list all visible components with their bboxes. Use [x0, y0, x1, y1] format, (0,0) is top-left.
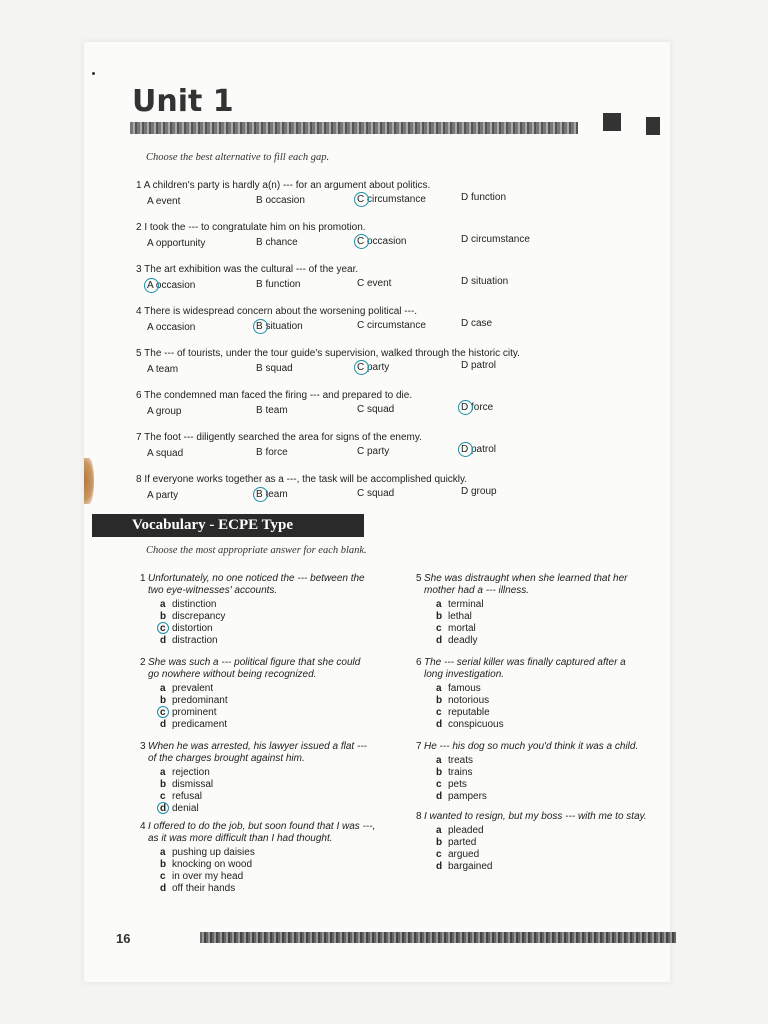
question-stem: 2 I took the --- to congratulate him on his promotion. [136, 222, 366, 233]
option-c[interactable]: C party [357, 361, 390, 373]
question-number: 7 [416, 741, 422, 752]
answer-circle [157, 706, 169, 718]
option-text: dismissal [172, 779, 214, 790]
question-stem-line2: as it was more difficult than I had thought. [148, 833, 333, 844]
option-c[interactable] [436, 707, 490, 718]
option-d[interactable] [436, 791, 487, 802]
option-b[interactable]: B situation [256, 320, 303, 332]
option-d[interactable]: D force [461, 402, 494, 414]
option-text: prominent [172, 707, 217, 718]
option-d[interactable]: D function [461, 192, 507, 204]
option-letter: b [436, 837, 443, 848]
option-letter: b [436, 767, 443, 778]
option-text: prevalent [172, 683, 214, 694]
question-stem: 8 If everyone works together as a ---, the task will be accomplished quickly. [136, 474, 468, 485]
option-text: in over my head [172, 871, 244, 882]
question-number: 6 [416, 657, 422, 668]
answer-circle [144, 278, 159, 293]
option-text: off their hands [172, 883, 236, 894]
option-letter: b [160, 695, 167, 706]
option-b[interactable] [160, 611, 225, 622]
option-text: treats [448, 755, 474, 766]
option-c[interactable]: C party [357, 445, 390, 457]
option-letter: d [436, 861, 443, 872]
option-text: predicament [172, 719, 228, 730]
question-stem: He --- his dog so much you'd think it was a child. [424, 741, 639, 752]
option-d[interactable] [160, 883, 235, 894]
question-stem: She was such a --- political figure that she could [148, 657, 361, 668]
option-letter: d [160, 719, 167, 730]
answer-circle [253, 487, 268, 502]
question-stem: The --- serial killer was finally captured after a [424, 657, 626, 668]
unit-title: Unit 1 [132, 84, 234, 119]
option-text: pets [448, 779, 467, 790]
question-number: 2 [140, 657, 146, 668]
option-c[interactable]: C event [357, 277, 392, 289]
option-text: notorious [448, 695, 490, 706]
option-letter: a [436, 599, 442, 610]
option-text: bargained [448, 861, 493, 872]
option-text: famous [448, 683, 481, 694]
option-letter: b [160, 859, 167, 870]
question-stem-line2: of the charges brought against him. [148, 753, 305, 764]
option-text: deadly [448, 635, 478, 646]
option-text: mortal [448, 623, 476, 634]
option-b[interactable]: B chance [256, 236, 298, 248]
question-stem: 7 The foot --- diligently searched the area for signs of the enemy. [136, 432, 422, 443]
option-a[interactable]: A squad [147, 448, 184, 459]
option-text: conspicuous [448, 719, 504, 730]
question-number: 3 [140, 741, 146, 752]
option-b[interactable]: B team [256, 404, 288, 416]
option-b[interactable] [436, 767, 472, 778]
option-letter: a [436, 755, 442, 766]
question-stem: 1 A children's party is hardly a(n) --- for an argument about politics. [136, 180, 431, 191]
option-b[interactable] [436, 695, 489, 706]
option-letter: a [160, 683, 166, 694]
option-a[interactable] [436, 755, 473, 766]
option-letter: c [160, 871, 166, 882]
option-b[interactable]: B force [256, 446, 288, 458]
question-number: 5 [416, 573, 422, 584]
option-b[interactable] [160, 695, 228, 706]
option-text: distortion [172, 623, 213, 634]
title-rule [130, 122, 578, 134]
option-text: reputable [448, 707, 490, 718]
option-d[interactable]: D patrol [461, 444, 497, 456]
option-c[interactable] [436, 849, 479, 860]
option-text: distinction [172, 599, 217, 610]
option-text: denial [172, 803, 199, 814]
option-c[interactable] [160, 871, 243, 882]
question-stem-line2: two eye-witnesses' accounts. [148, 585, 278, 596]
option-b[interactable]: B squad [256, 362, 293, 374]
option-letter: c [160, 791, 166, 802]
option-letter: b [436, 611, 443, 622]
page-number: 16 [116, 931, 131, 946]
option-letter: b [160, 611, 167, 622]
question-stem: 5 The --- of tourists, under the tour guide's supervision, walked through the historic city. [136, 348, 520, 359]
option-letter: d [436, 791, 443, 802]
option-a[interactable] [436, 825, 484, 836]
question-stem: Unfortunately, no one noticed the --- between the [148, 573, 365, 584]
question-stem: When he was arrested, his lawyer issued a flat --- [148, 741, 367, 752]
option-a[interactable]: A occasion [147, 280, 196, 291]
option-b[interactable] [436, 837, 476, 848]
option-letter: c [436, 849, 442, 860]
option-text: knocking on wood [172, 859, 253, 870]
option-b[interactable] [160, 859, 252, 870]
decor-square-2 [646, 117, 660, 135]
question-stem-line2: mother had a --- illness. [424, 585, 530, 596]
part2-instruction: Choose the most appropriate answer for each blank. [146, 545, 367, 556]
decor-square-1 [603, 113, 621, 131]
option-text: terminal [448, 599, 484, 610]
option-d[interactable] [160, 719, 227, 730]
option-text: parted [448, 837, 477, 848]
option-a[interactable] [160, 683, 213, 694]
part1-instruction: Choose the best alternative to fill each gap. [146, 152, 330, 163]
option-letter: d [436, 719, 443, 730]
question-stem: 6 The condemned man faced the firing --- and prepared to die. [136, 390, 413, 401]
option-letter: a [160, 767, 166, 778]
option-d[interactable]: D group [461, 486, 497, 498]
question-stem: I wanted to resign, but my boss --- with me to stay. [424, 811, 647, 822]
option-a[interactable] [160, 599, 216, 610]
option-text: discrepancy [172, 611, 226, 622]
option-d[interactable] [436, 719, 504, 730]
option-a[interactable]: A team [147, 364, 179, 375]
option-text: pushing up daisies [172, 847, 255, 858]
option-letter: c [160, 623, 166, 634]
option-a[interactable]: A party [147, 490, 179, 501]
question-stem: She was distraught when she learned that her [424, 573, 628, 584]
option-letter: a [436, 683, 442, 694]
option-letter: a [436, 825, 442, 836]
answer-circle [253, 319, 268, 334]
option-letter: a [160, 599, 166, 610]
option-a[interactable]: A event [147, 196, 181, 207]
option-a[interactable] [436, 683, 481, 694]
option-c[interactable] [436, 623, 476, 634]
bottom-rule [200, 932, 676, 943]
option-letter: c [436, 707, 442, 718]
answer-circle [157, 622, 169, 634]
option-d[interactable] [436, 861, 492, 872]
option-b[interactable]: B function [256, 278, 301, 290]
option-text: trains [448, 767, 473, 778]
answer-circle [354, 360, 369, 375]
option-c[interactable] [436, 779, 467, 790]
question-number: 4 [140, 821, 146, 832]
option-text: distraction [172, 635, 218, 646]
option-a[interactable]: A occasion [147, 322, 196, 333]
option-text: refusal [172, 791, 203, 802]
thumb-shadow [84, 458, 94, 504]
option-letter: c [436, 779, 442, 790]
speck [92, 72, 95, 75]
option-text: argued [448, 849, 480, 860]
option-c[interactable]: C squad [357, 403, 395, 415]
question-stem-line2: long investigation. [424, 669, 505, 680]
option-d[interactable]: D situation [461, 276, 509, 288]
option-d[interactable]: D circumstance [461, 234, 530, 246]
option-b[interactable] [160, 779, 213, 790]
option-d[interactable]: D patrol [461, 360, 497, 372]
option-d[interactable]: D case [461, 318, 493, 330]
section-title: Vocabulary - ECPE Type [92, 514, 364, 537]
option-a[interactable]: A opportunity [147, 238, 206, 249]
option-c[interactable]: C occasion [357, 235, 407, 247]
option-c[interactable] [160, 791, 202, 802]
option-letter: b [160, 779, 167, 790]
option-a[interactable]: A group [147, 406, 182, 417]
option-c[interactable]: C squad [357, 487, 395, 499]
question-number: 8 [416, 811, 422, 822]
option-text: lethal [448, 611, 472, 622]
answer-circle [157, 802, 169, 814]
option-b[interactable]: B team [256, 488, 288, 500]
option-b[interactable] [436, 611, 472, 622]
answer-circle [354, 192, 369, 207]
option-text: pleaded [448, 825, 484, 836]
question-stem-line2: go nowhere without being recognized. [148, 669, 317, 680]
option-c[interactable]: C circumstance [357, 319, 426, 331]
option-letter: d [160, 803, 167, 814]
option-letter: d [160, 883, 167, 894]
option-letter: b [436, 695, 443, 706]
option-d[interactable] [436, 635, 477, 646]
option-a[interactable] [160, 847, 255, 858]
question-number: 1 [140, 573, 146, 584]
question-stem: 4 There is widespread concern about the worsening political ---. [136, 306, 418, 317]
option-c[interactable]: C circumstance [357, 193, 426, 205]
question-stem: I offered to do the job, but soon found that I was ---, [148, 821, 376, 832]
option-letter: c [160, 707, 166, 718]
option-a[interactable] [436, 599, 484, 610]
option-letter: a [160, 847, 166, 858]
option-b[interactable]: B occasion [256, 194, 305, 206]
question-stem: 3 The art exhibition was the cultural --- of the year. [136, 264, 359, 275]
option-letter: c [436, 623, 442, 634]
option-text: rejection [172, 767, 210, 778]
option-d[interactable] [160, 635, 218, 646]
option-letter: d [436, 635, 443, 646]
option-a[interactable] [160, 767, 210, 778]
option-letter: d [160, 635, 167, 646]
option-text: predominant [172, 695, 228, 706]
option-text: pampers [448, 791, 487, 802]
answer-circle [354, 234, 369, 249]
